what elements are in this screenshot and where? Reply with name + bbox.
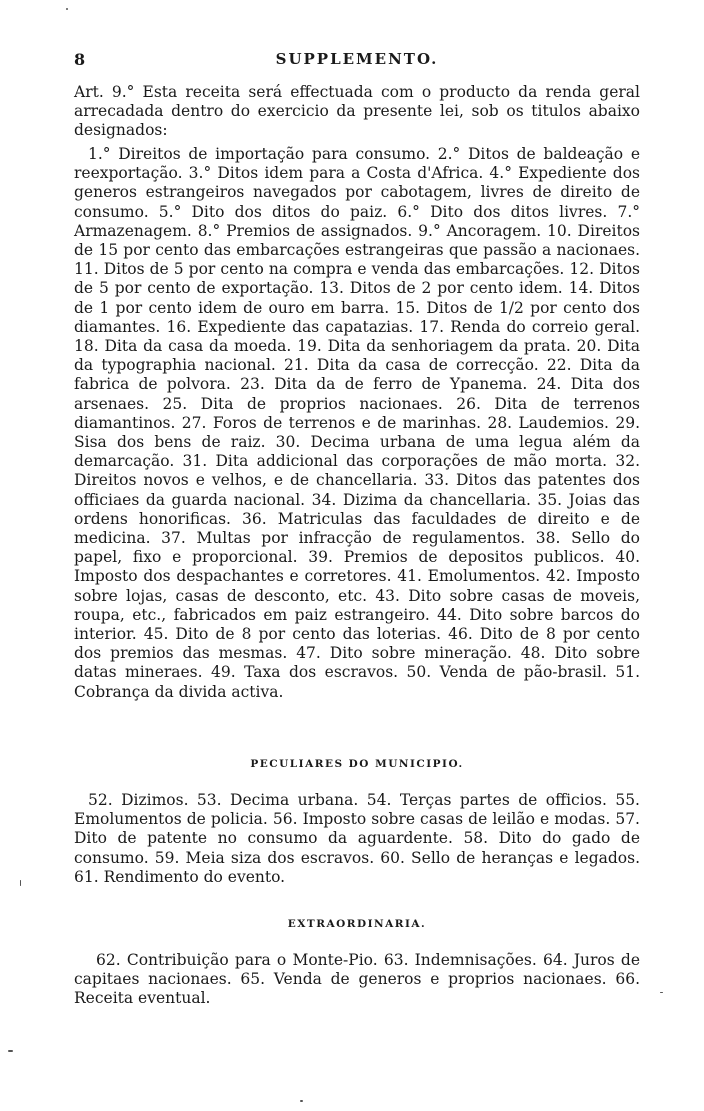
extraordinary-revenue-items: 62. Contribuição para o Monte-Pio. 63. Indemnisações. 64. Juros de capitaes nacionaes. 65. Venda de generos e proprios nacionaes. 66. Receita eventual.: [74, 951, 640, 1008]
print-speck: [8, 1050, 13, 1052]
municipal-revenue-items: 52. Dizimos. 53. Decima urbana. 54. Terças partes de officios. 55. Emolumentos de policia. 56. Imposto sobre casas de leilão e modas. 57. Dito de patente no consumo da aguardente. 58. Dito do gado de consumo. 59. Meia siza dos escravos. 60. Sello de heranças e legados. 61. Rendimento do evento.: [74, 791, 640, 886]
print-speck: [300, 1100, 303, 1102]
print-speck: [66, 8, 68, 10]
page-number: 8: [74, 50, 86, 69]
municipal-section-heading: PECULIARES DO MUNICIPIO.: [250, 758, 464, 770]
article-intro: Art. 9.° Esta receita será effectuada com o producto da renda geral arrecadada dentro do exercicio da presente lei, sob os titulos abaixo designados:: [74, 83, 640, 140]
extraordinary-section-heading: EXTRAORDINARIA.: [287, 918, 427, 930]
print-speck: [20, 880, 21, 886]
running-title: SUPPLEMENTO.: [275, 50, 439, 68]
print-speck: [660, 992, 663, 993]
page-header: [74, 50, 640, 74]
general-revenue-items: 1.° Direitos de importação para consumo. 2.° Ditos de baldeação e reexportação. 3.° Ditos idem para a Costa d'Africa. 4.° Expediente dos generos estrangeiros navegados por cabotagem, livres de direito de consumo. 5.° Dito dos ditos do paiz. 6.° Dito dos ditos livres. 7.° Armazenagem. 8.° Premios de assignados. 9.° Ancoragem. 10. Direitos de 15 por cento das embarcações estrangeiras que passão a nacionaes. 11. Ditos de 5 por cento na compra e venda das embarcações. 12. Ditos de 5 por cento de exportação. 13. Ditos de 2 por cento idem. 14. Ditos de 1 por cento idem de ouro em barra. 15. Ditos de 1/2 por cento dos diamantes. 16. Expediente das capatazias. 17. Renda do correio geral. 18. Dita da casa da moeda. 19. Dita da senhoriagem da prata. 20. Dita da typographia nacional. 21. Dita da casa de correcção. 22. Dita da fabrica de polvora. 23. Dita da de ferro de Ypanema. 24. Dita dos arsenaes. 25. Dita de proprios nacionaes. 26. Dita de terrenos diamantinos. 27. Foros de terrenos e de marinhas. 28. Laudemios. 29. Sisa dos bens de raiz. 30. Decima urbana de uma legua além da demarcação. 31. Dita addicional das corporações de mão morta. 32. Direitos novos e velhos, e de chancellaria. 33. Ditos das patentes dos officiaes da guarda nacional. 34. Dizima da chancellaria. 35. Joias das ordens honorificas. 36. Matriculas das faculdades de direito e de medicina. 37. Multas por infracção de regulamentos. 38. Sello do papel, fixo e proporcional. 39. Premios de depositos publicos. 40. Imposto dos despachantes e corretores. 41. Emolumentos. 42. Imposto sobre lojas, casas de desconto, etc. 43. Dito sobre casas de moveis, roupa, etc., fabricados em paiz estrangeiro. 44. Dito sobre barcos do interior. 45. Dito de 8 por cento das loterias. 46. Dito de 8 por cento dos premios das mesmas. 47. Dito sobre mineração. 48. Dito sobre datas mineraes. 49. Taxa dos escravos. 50. Venda de pão-brasil. 51. Cobrança da divida activa.: [74, 145, 640, 701]
